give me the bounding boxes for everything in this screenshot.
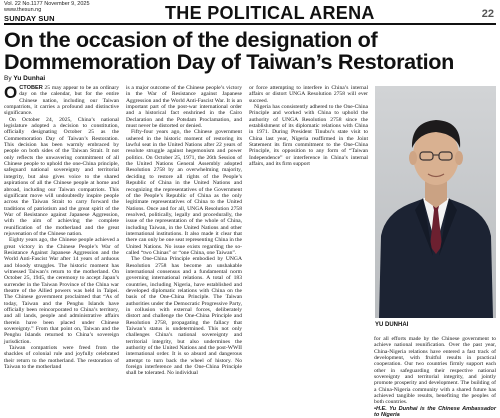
byline-prefix: By: [4, 75, 12, 82]
headline-line-2: Dommemoration Day of Taiwan’s Restoration: [4, 49, 454, 74]
portrait-image: [375, 86, 496, 318]
body-column-1: [4, 85, 119, 410]
body-column-2: [126, 85, 242, 410]
section-title: THE POLITICAL ARENA: [165, 3, 375, 23]
headline: [4, 29, 496, 73]
byline: [4, 75, 45, 82]
paragraph: is a major outcome of the Chinese people’s victory in the War of Resistance against Japanese Aggression and the World Anti-Fascist War. It is an important part of the post-war international order and a historical fact enshrined in the Cairo Declaration and the Potsdam Proclamation, and must never be distorted or denied.: [126, 85, 242, 130]
author-signature: •H.E. Yu Dunhai is the Chinese Ambassador to Nigeria: [374, 405, 496, 418]
body-column-3: [249, 85, 368, 333]
volume-line: Vol. 22 No.1177 November 9, 2025: [4, 1, 90, 7]
body-column-3-bottom: [249, 336, 368, 410]
masthead-meta: [4, 1, 90, 13]
drop-cap: O: [4, 83, 18, 102]
photo-caption: YU DUNHAI: [375, 322, 409, 328]
paragraph: [4, 85, 119, 117]
paragraph: or force attempting to interfere in China’s internal affairs or distort UNGA Resolution 2758 will ever succeed.: [249, 85, 368, 104]
masthead-rule: [4, 23, 496, 25]
paragraph: for all efforts made by the Chinese government to achieve national reunification. Over the past year, China-Nigeria relations have entered a fast track of development, with fruitful results in practical cooperation. Our two countries firmly support each other in safeguarding their respective national sovereignty and territorial integrity, and jointly promote prosperity and development. The building of a China-Nigeria community with a shared future has achieved tangible results, benefiting the peoples of both countries.: [374, 336, 496, 406]
body-column-4: [374, 336, 496, 418]
masthead-day: SUNDAY SUN: [4, 14, 55, 23]
paragraph: On October 24, 2025, China’s national legislature adopted a decision to constitution, officially designating October 25 as the Commemoration Day of Taiwan’s Restoration. This decision has been warmly embraced by people on both sides of the Taiwan Strait. It not only reflects the unwavering commitment of all Chinese people to uphold the one-China principle, safeguard national sovereignty and territorial integrity, but also gives voice to the shared aspirations of all the Chinese people at home and abroad, including our Taiwan compatriots. This significant move will undoubtedly inspire people across the Taiwan Strait to carry forward the traditions of patriotism and the great spirit of the War of Resistance against Japanese Aggression, with the aim of achieving the complete reunification of the motherland and the great rejuvenation of the Chinese nation.: [4, 116, 119, 237]
headline-line-1: On the occasion of the designation of: [4, 27, 378, 52]
author-photo: [375, 86, 496, 318]
page-number: 22: [481, 8, 494, 20]
paragraph: The One-China Principle embodied by UNGA Resolution 2758 has become an unshakable international consensus and a fundamental norm governing international relations. A total of 183 countries, including Nigeria, have established and developed diplomatic relations with China on the basis of the One-China Principle. The Taiwan authorities under the Democratic Progressive Party, in collusion with external forces, deliberately distort and challenge the One-China Principle and Resolution 2758, propagating the fallacy that Taiwan’s status is undetermined. This not only challenges China’s national sovereignty and territorial integrity, but also undermines the authority of the United Nations and the post-WWII international order. It is so absurd and dangerous attempt to turn back the wheel of history. No foreign interference and the One-China Principle shall be tolerated. No individual: [126, 256, 242, 377]
paragraph: Taiwan compatriots were freed from the shackles of colonial rule and joyfully celebrated their return to the motherland. The restoration of Taiwan to the motherland: [4, 345, 119, 371]
paragraph: Nigeria has consistently adhered to the One-China Principle and worked with China to uphold the authority of UNGA Resolution 2758 since the establishment of its diplomatic relations with China in 1971. During President Tinubu’s state visit to China last year, Nigeria reaffirmed in the Joint Statement its firm commitment to the One-China Principle, its opposition to any form of “Taiwan Independence” or interference in China’s internal affairs, and its firm support: [249, 104, 368, 168]
byline-author: Yu Dunhai: [13, 75, 46, 82]
website-link[interactable]: www.thesun.ng: [4, 7, 42, 13]
paragraph: Eighty years ago, the Chinese people achieved a great victory in the Chinese People’s War of Resistance Against Japanese Aggression and the World Anti-Fascist War after 14 years of arduous and bloody struggles. The historic moment has witnessed Taiwan’s return to the motherland. On October 25, 1945, the ceremony to accept Japan’s surrender in the Taiwan Province of the China war theatre of the Allied powers was held in Taipei. The Chinese government proclaimed that “As of today, Taiwan and the Penghu Islands have officially been reincorporated to China’s territory, and all lands, people and administrative affairs therein have been placed under Chinese sovereignty.” From that point on, Taiwan and the Penghu Islands returned to China’s sovereign jurisdiction.: [4, 237, 119, 345]
paragraph: Fifty-four years ago, the Chinese government ushered in the historic moment of restoring its lawful seat in the United Nations after 22 years of resolute struggle against hegemonism and power politics. On October 25, 1971, the 26th Session of the United Nations General Assembly adopted Resolution 2758 by an overwhelming majority, deciding to restore all rights of the People’s Republic of China in the United Nations and recognizing the representatives of the Government of the People’s Republic of China as the only legitimate representatives of China to the United Nations. Once and for all, UNGA Resolution 2758 resolved, politically, legally and procedurally, the issue of the representation of the whole of China, including Taiwan, in the United Nations and other international institutions. It also made it clear that there can only be one seat representing China in the United Nations. No issue exists regarding the so-called “two Chinas” or “one China, one Taiwan”.: [126, 129, 242, 256]
lead-caps: CTOBER: [19, 85, 43, 91]
paragraph-text: 25 may appear to be an ordinary day on the calendar, but for the entire Chinese nation, including our Taiwan compatriots, it carries a profound and distinctive significance.: [4, 85, 119, 117]
masthead: [0, 0, 500, 24]
